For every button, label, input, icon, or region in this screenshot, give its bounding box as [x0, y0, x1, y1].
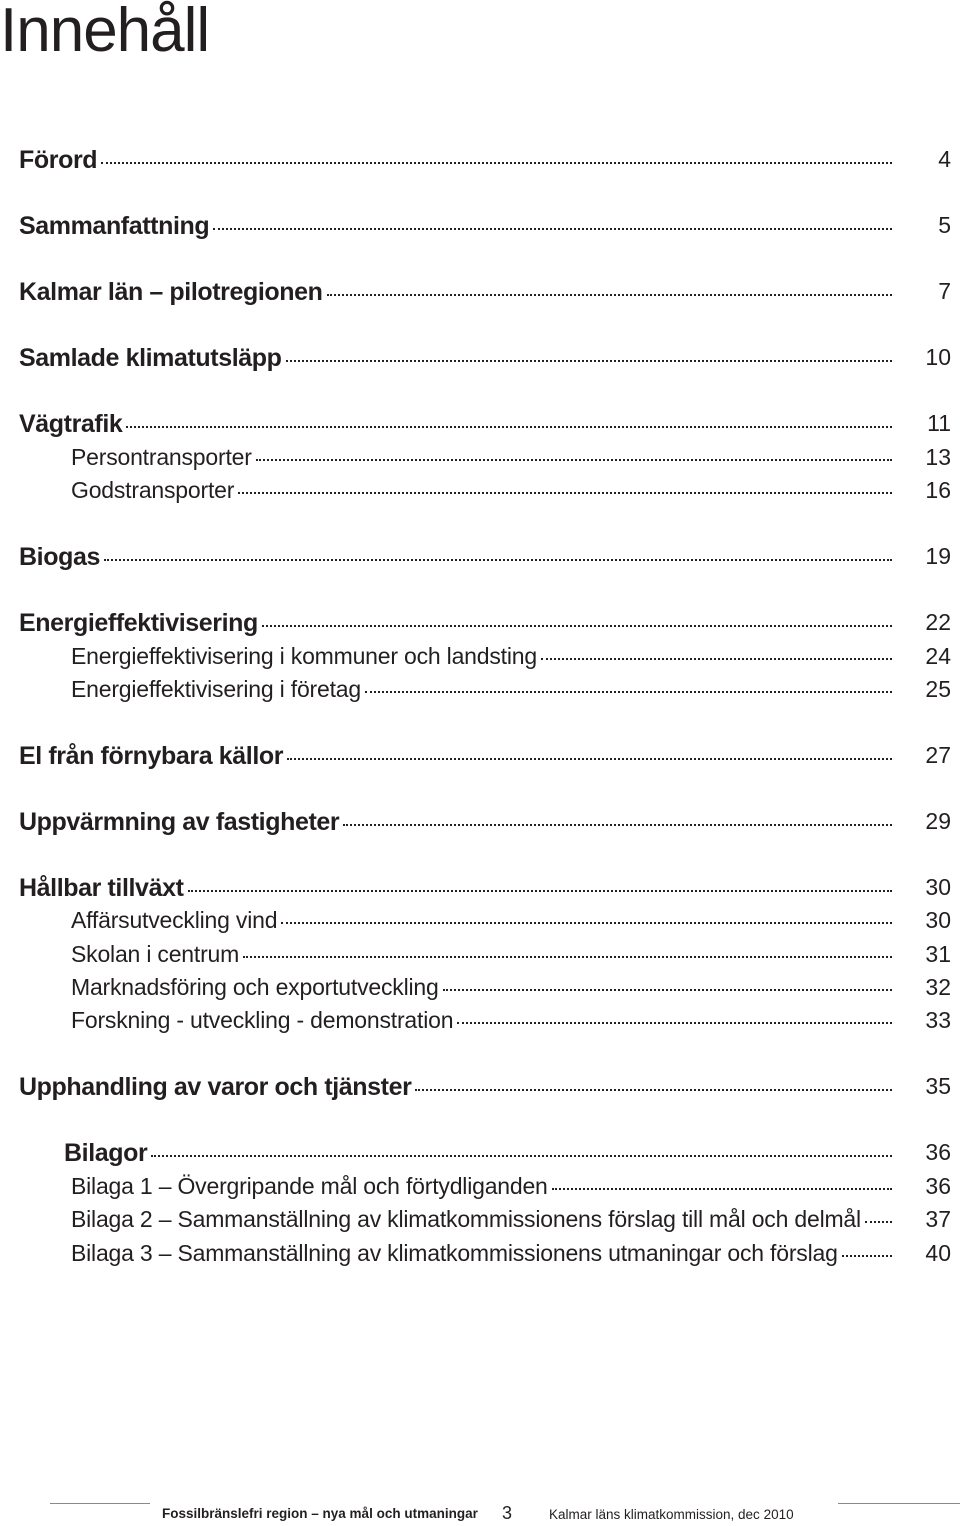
toc-entry-label: Marknadsföring och exportutveckling [71, 974, 439, 1000]
toc-entry[interactable] [71, 907, 951, 941]
toc-leader-dots [842, 1239, 892, 1257]
toc-entry[interactable] [71, 1007, 951, 1041]
toc-entry-page-number: 33 [925, 1007, 951, 1033]
toc-entry[interactable] [64, 1139, 951, 1173]
toc-entry-page-number: 16 [925, 477, 951, 503]
toc-entry[interactable] [19, 742, 951, 776]
toc-entry-page-number: 30 [925, 907, 951, 933]
toc-leader-dots [443, 973, 892, 991]
toc-entry[interactable] [19, 1073, 951, 1107]
toc-entry[interactable] [19, 543, 951, 577]
toc-entry-page-number: 36 [925, 1173, 951, 1199]
footer-page-number: 3 [502, 1503, 513, 1523]
footer-rule-right [838, 1503, 960, 1504]
toc-leader-dots [457, 1006, 892, 1024]
toc-entry-page-number: 7 [938, 278, 951, 304]
toc-entry-label: El från förnybara källor [19, 742, 284, 770]
toc-leader-dots [415, 1073, 892, 1091]
toc-entry-page-number: 37 [925, 1206, 951, 1232]
toc-entry-label: Hållbar tillväxt [19, 874, 184, 902]
toc-entry-page-number: 11 [927, 410, 951, 436]
toc-entry[interactable] [71, 974, 951, 1008]
toc-entry[interactable] [19, 808, 951, 842]
toc-entry-page-number: 10 [925, 344, 951, 370]
toc-entry-label: Upphandling av varor och tjänster [19, 1073, 412, 1101]
toc-leader-dots [365, 675, 892, 693]
toc-leader-dots [552, 1172, 892, 1190]
toc-leader-dots [126, 410, 892, 428]
toc-leader-dots [343, 808, 892, 826]
toc-leader-dots [286, 344, 892, 362]
toc-entry-page-number: 13 [925, 444, 951, 470]
toc-entry[interactable] [19, 609, 951, 643]
toc-entry[interactable] [71, 444, 951, 478]
toc-entry-label: Uppvärmning av fastigheter [19, 808, 340, 836]
toc-entry-label: Persontransporter [71, 444, 252, 470]
toc-leader-dots [327, 278, 892, 296]
toc-entry-label: Förord [19, 146, 98, 174]
toc-leader-dots [101, 146, 892, 164]
toc-entry-label: Energieffektivisering i företag [71, 676, 361, 702]
toc-entry-page-number: 24 [925, 643, 951, 669]
toc-entry[interactable] [71, 643, 951, 677]
toc-leader-dots [281, 906, 892, 924]
toc-entry[interactable] [19, 344, 951, 378]
toc-entry-page-number: 22 [925, 609, 951, 635]
toc-entry-page-number: 29 [925, 808, 951, 834]
toc-leader-dots [541, 642, 892, 660]
toc-entry-label: Forskning - utveckling - demonstration [71, 1007, 454, 1033]
toc-leader-dots [262, 609, 892, 627]
toc-entry-label: Energieffektivisering [19, 609, 258, 637]
toc-leader-dots [151, 1139, 892, 1157]
toc-leader-dots [287, 742, 892, 760]
toc-entry[interactable] [71, 941, 951, 975]
toc-leader-dots [865, 1205, 892, 1223]
toc-entry-page-number: 27 [925, 742, 951, 768]
toc-entry-label: Bilaga 2 – Sammanställning av klimatkommissionens förslag till mål och delmål [71, 1206, 861, 1232]
toc-entry-label: Skolan i centrum [71, 941, 240, 967]
footer-publication-title: Fossilbränslefri region – nya mål och utmaningar [162, 1506, 478, 1521]
toc-entry-page-number: 32 [925, 974, 951, 1000]
toc-entry-label: Bilagor [64, 1139, 148, 1167]
footer-organization: Kalmar läns klimatkommission, dec 2010 [549, 1507, 794, 1522]
toc-entry[interactable] [71, 676, 951, 710]
toc-leader-dots [104, 543, 892, 561]
toc-entry-page-number: 35 [925, 1073, 951, 1099]
toc-entry[interactable] [19, 278, 951, 312]
toc-entry-page-number: 19 [925, 543, 951, 569]
toc-leader-dots [188, 874, 893, 892]
toc-leader-dots [256, 443, 892, 461]
toc-leader-dots [213, 212, 892, 230]
toc-entry-page-number: 25 [925, 676, 951, 702]
toc-entry-label: Biogas [19, 543, 100, 571]
toc-entry-label: Vägtrafik [19, 410, 123, 438]
toc-entry-label: Affärsutveckling vind [71, 907, 278, 933]
toc-entry-label: Bilaga 1 – Övergripande mål och förtydliganden [71, 1173, 548, 1199]
toc-entry-page-number: 36 [925, 1139, 951, 1165]
footer-rule-left [50, 1503, 150, 1504]
toc-leader-dots [238, 476, 892, 494]
toc-entry[interactable] [19, 874, 951, 908]
toc-entry[interactable] [71, 1206, 951, 1240]
toc-entry[interactable] [19, 410, 951, 444]
toc-entry-label: Energieffektivisering i kommuner och landsting [71, 643, 537, 669]
toc-entry-page-number: 40 [925, 1240, 951, 1266]
toc-entry-label: Sammanfattning [19, 212, 210, 240]
toc-entry-page-number: 30 [925, 874, 951, 900]
toc-entry-label: Godstransporter [71, 477, 235, 503]
toc-entry[interactable] [71, 1240, 951, 1274]
toc-entry[interactable] [19, 212, 951, 246]
toc-entry-label: Bilaga 3 – Sammanställning av klimatkommissionens utmaningar och förslag [71, 1240, 838, 1266]
toc-entry-page-number: 4 [938, 146, 951, 172]
toc-leader-dots [243, 940, 892, 958]
toc-entry[interactable] [71, 1173, 951, 1207]
toc-entry-label: Kalmar län – pilotregionen [19, 278, 323, 306]
toc-entry[interactable] [71, 477, 951, 511]
toc-entry-label: Samlade klimatutsläpp [19, 344, 282, 372]
toc-entry-page-number: 31 [925, 941, 951, 967]
toc-entry-page-number: 5 [938, 212, 951, 238]
toc-entry[interactable] [19, 146, 951, 180]
page-title: Innehåll [0, 0, 210, 65]
